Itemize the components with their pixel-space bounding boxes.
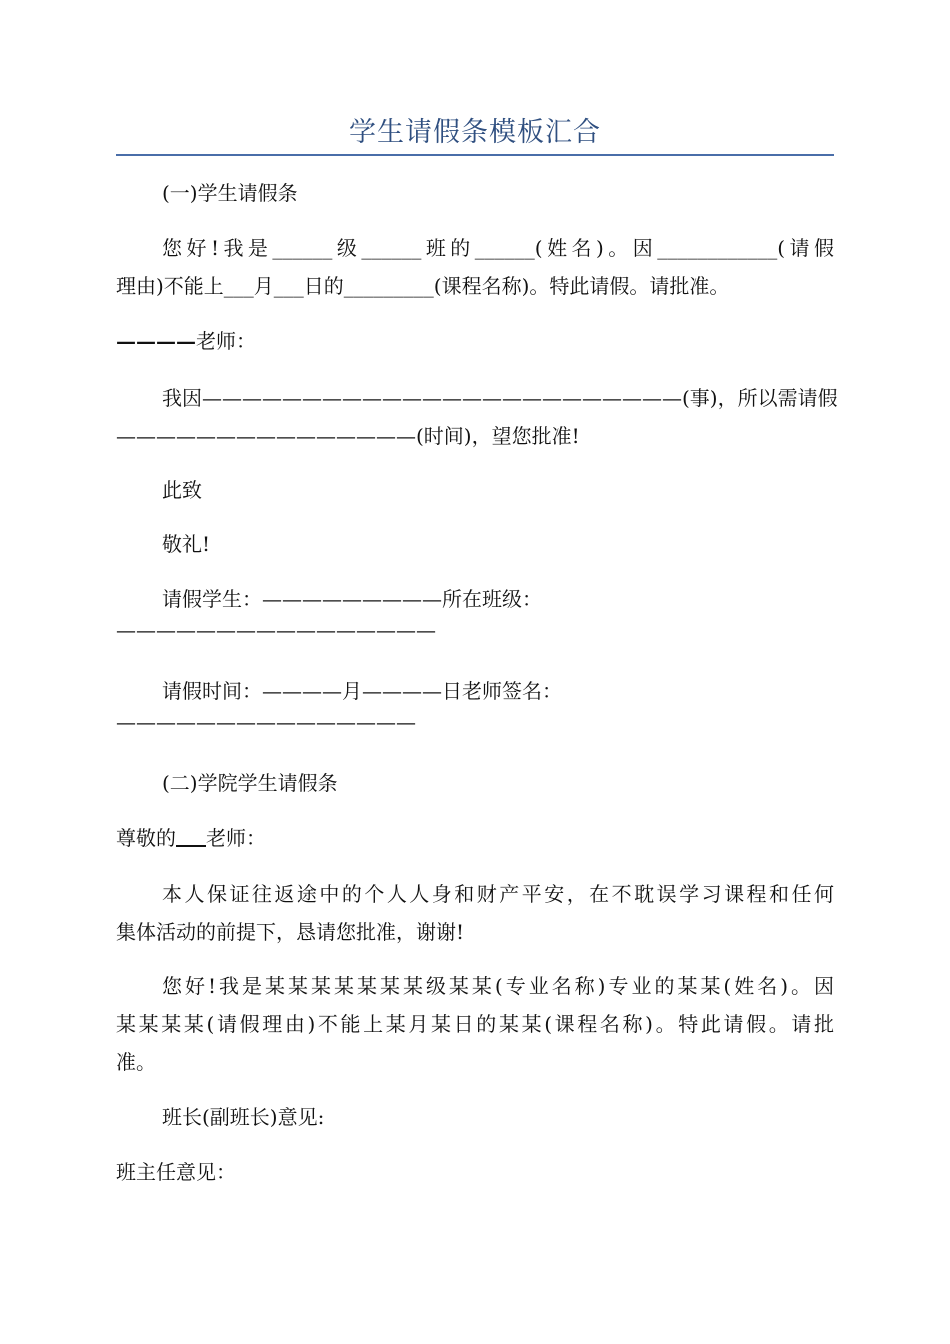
section2-para1-line2: 集体活动的前提下，恳请您批准，谢谢!	[116, 920, 465, 944]
salutation-dash: ————	[116, 329, 196, 353]
salutation-prefix: 尊敬的	[116, 826, 176, 850]
section1-para2-line2: ———————————————(时间)，望您批准!	[116, 424, 580, 448]
section1-para2-line1: 我因————————————————————————(事)，所以需请假	[162, 386, 838, 410]
name-blank	[176, 825, 206, 847]
monitor-opinion: 班长(副班长)意见:	[162, 1105, 325, 1129]
document-title: 学生请假条模板汇合	[349, 117, 601, 148]
salutation-suffix: 老师：	[206, 826, 266, 850]
section1-heading: (一)学生请假条	[162, 181, 298, 205]
section2-heading: (二)学院学生请假条	[162, 771, 338, 795]
section1-salutation	[116, 326, 834, 356]
section2-salutation	[116, 823, 834, 853]
section2-para2-line3: 准。	[116, 1050, 156, 1074]
student-class-line: 请假学生：—————————所在班级：	[162, 587, 542, 611]
salutation-text: 老师：	[196, 329, 256, 353]
title-underline	[116, 154, 834, 156]
student-class-blank: ————————————————	[116, 618, 436, 642]
section1-para1-line2: 理由)不能上___月___日的_________(课程名称)。特此请假。请批准。	[116, 274, 730, 298]
section1-para1-line1: 您好!我是______级______班的______(姓名)。因____________(请假	[162, 236, 834, 260]
signature-blank: ———————————————	[116, 710, 416, 734]
closing-salute: 敬礼!	[162, 532, 211, 556]
closing-greeting: 此致	[162, 478, 202, 502]
section2-para1-line1: 本人保证往返途中的个人人身和财产平安，在不耽误学习课程和任何	[162, 882, 834, 906]
leave-time-signature-line: 请假时间：————月————日老师签名：	[162, 679, 562, 703]
section2-para2-line1: 您好!我是某某某某某某某级某某(专业名称)专业的某某(姓名)。因	[162, 974, 834, 998]
section2-para2-line2: 某某某某(请假理由)不能上某月某日的某某(课程名称)。特此请假。请批	[116, 1012, 834, 1036]
head-teacher-opinion: 班主任意见：	[116, 1160, 236, 1184]
